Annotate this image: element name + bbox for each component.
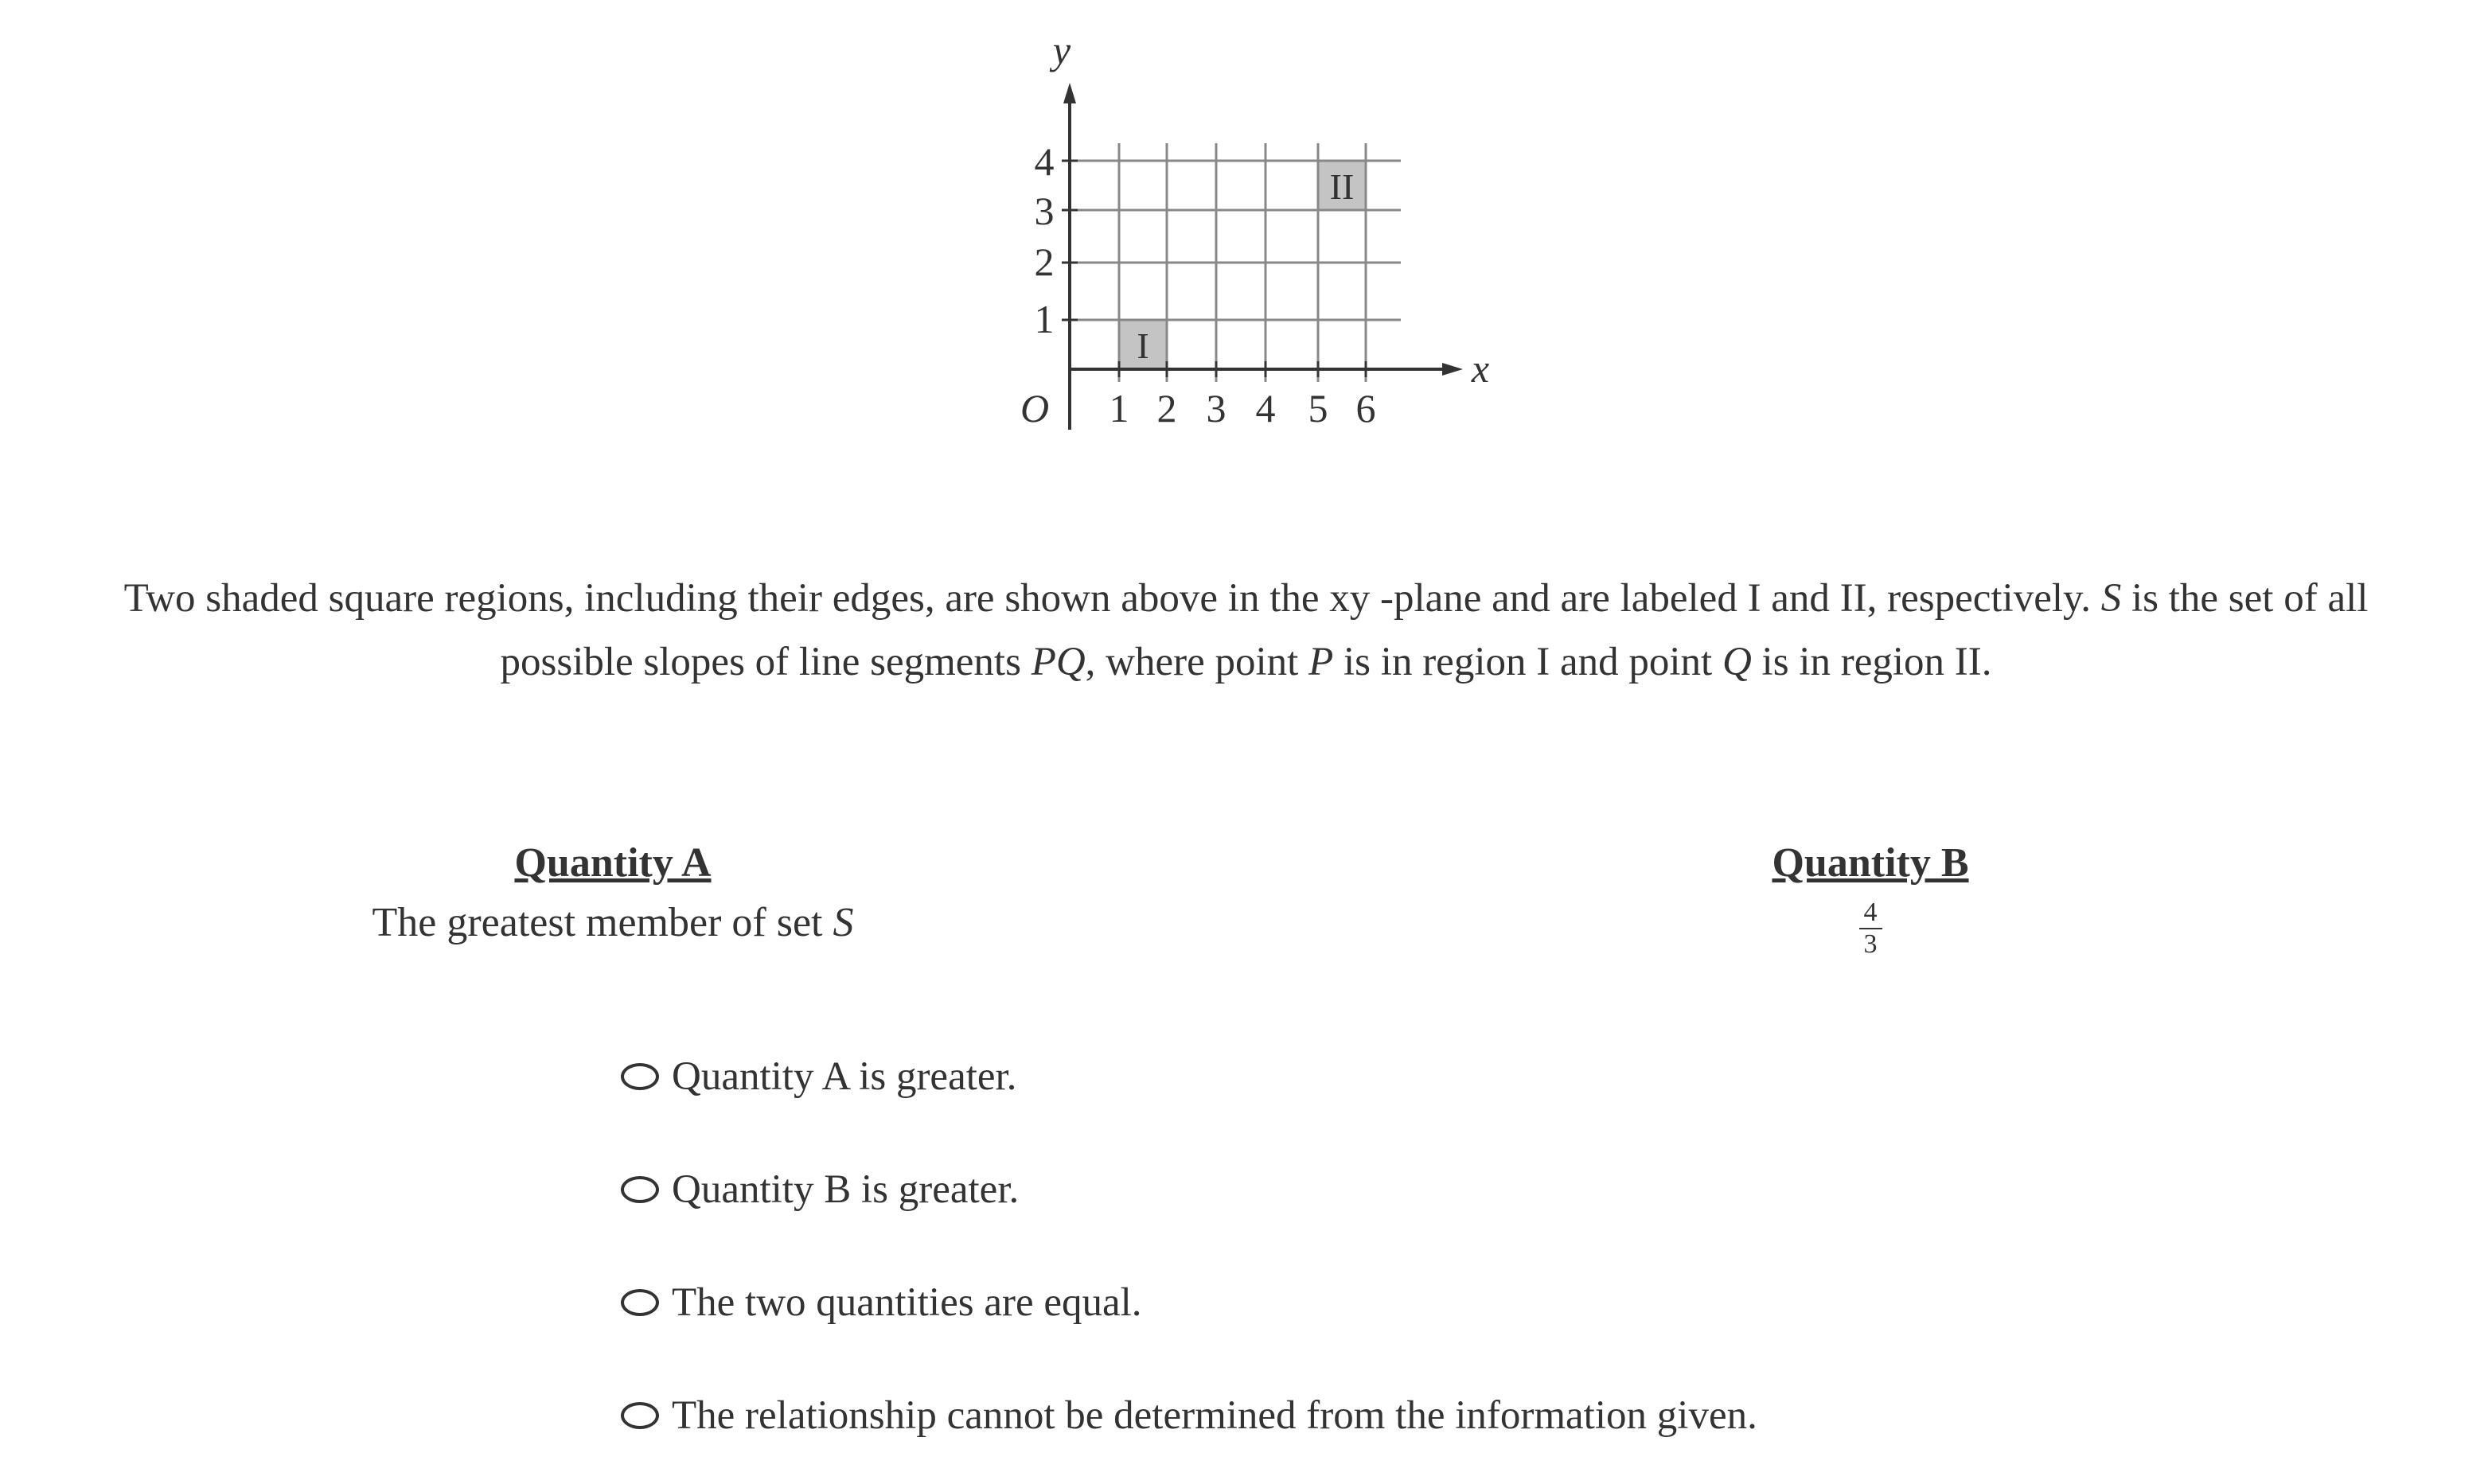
x-tick-label: 2 [1156,386,1177,430]
x-tick-label: 3 [1206,386,1227,430]
fraction-denominator: 3 [1863,929,1878,960]
x-tick-label: 4 [1255,386,1276,430]
answer-choice-a[interactable] [621,1020,2053,1133]
x-axis-label: x [1471,346,1490,391]
answer-choice-d[interactable] [621,1359,2053,1472]
y-axis-arrow [1063,83,1076,103]
y-tick-label: 1 [1034,297,1055,341]
y-axis-label: y [1052,32,1071,72]
fraction-numerator: 4 [1859,898,1882,929]
answer-choice-label: The relationship cannot be determined from the information given. [672,1393,1757,1438]
coordinate-plane [963,32,1520,446]
x-tick-label: 6 [1355,386,1376,430]
stem-var-q: Q [1722,640,1752,684]
answer-choice-label: Quantity A is greater. [672,1054,1017,1099]
stem-var-pq: PQ [1031,640,1086,684]
answer-choice-label: Quantity B is greater. [672,1167,1020,1212]
stem-var-p: P [1308,640,1334,684]
answer-choices [621,1020,2053,1472]
stem-text: , where point [1085,640,1299,684]
origin-label: O [1020,386,1050,430]
region-1-label: I [1137,325,1149,366]
stem-text: is in region II. [1761,640,1992,684]
radio-button-icon[interactable] [621,1176,659,1203]
quantity-b [1592,835,2149,960]
y-tick-label: 4 [1034,139,1055,184]
y-tick-label: 3 [1034,189,1055,233]
x-axis-arrow [1442,363,1463,376]
y-tick-label: 2 [1034,240,1055,284]
radio-button-icon[interactable] [621,1402,659,1429]
x-tick-label: 5 [1308,386,1328,430]
answer-choice-c[interactable] [621,1246,2053,1359]
stem-text: Two shaded square regions, including their edges, are shown above in the xy -plane and are labeled I and II, respectively. [123,576,2091,621]
answer-choice-label: The two quantities are equal. [672,1280,1142,1325]
answer-choice-b[interactable] [621,1133,2053,1246]
coordinate-figure [963,32,1520,446]
quantity-a-value [302,891,923,955]
quantity-a-text: The greatest member of set [372,900,823,945]
region-2-label: II [1329,166,1355,207]
quantity-a-var: S [833,900,854,945]
radio-button-icon[interactable] [621,1289,659,1316]
stem-var-s: S [2100,576,2122,621]
question-stem [80,567,2412,694]
quantity-b-fraction [1859,898,1882,960]
stem-text: is in region I and point [1343,640,1713,684]
x-tick-label: 1 [1109,386,1129,430]
quantity-b-value [1592,891,2149,960]
quantity-a [302,835,923,955]
stem-text: is the set of all possible slopes of line segments [500,576,2369,684]
quantity-b-heading: Quantity B [1772,840,1969,886]
radio-button-icon[interactable] [621,1063,659,1090]
quantity-a-heading: Quantity A [514,840,712,886]
